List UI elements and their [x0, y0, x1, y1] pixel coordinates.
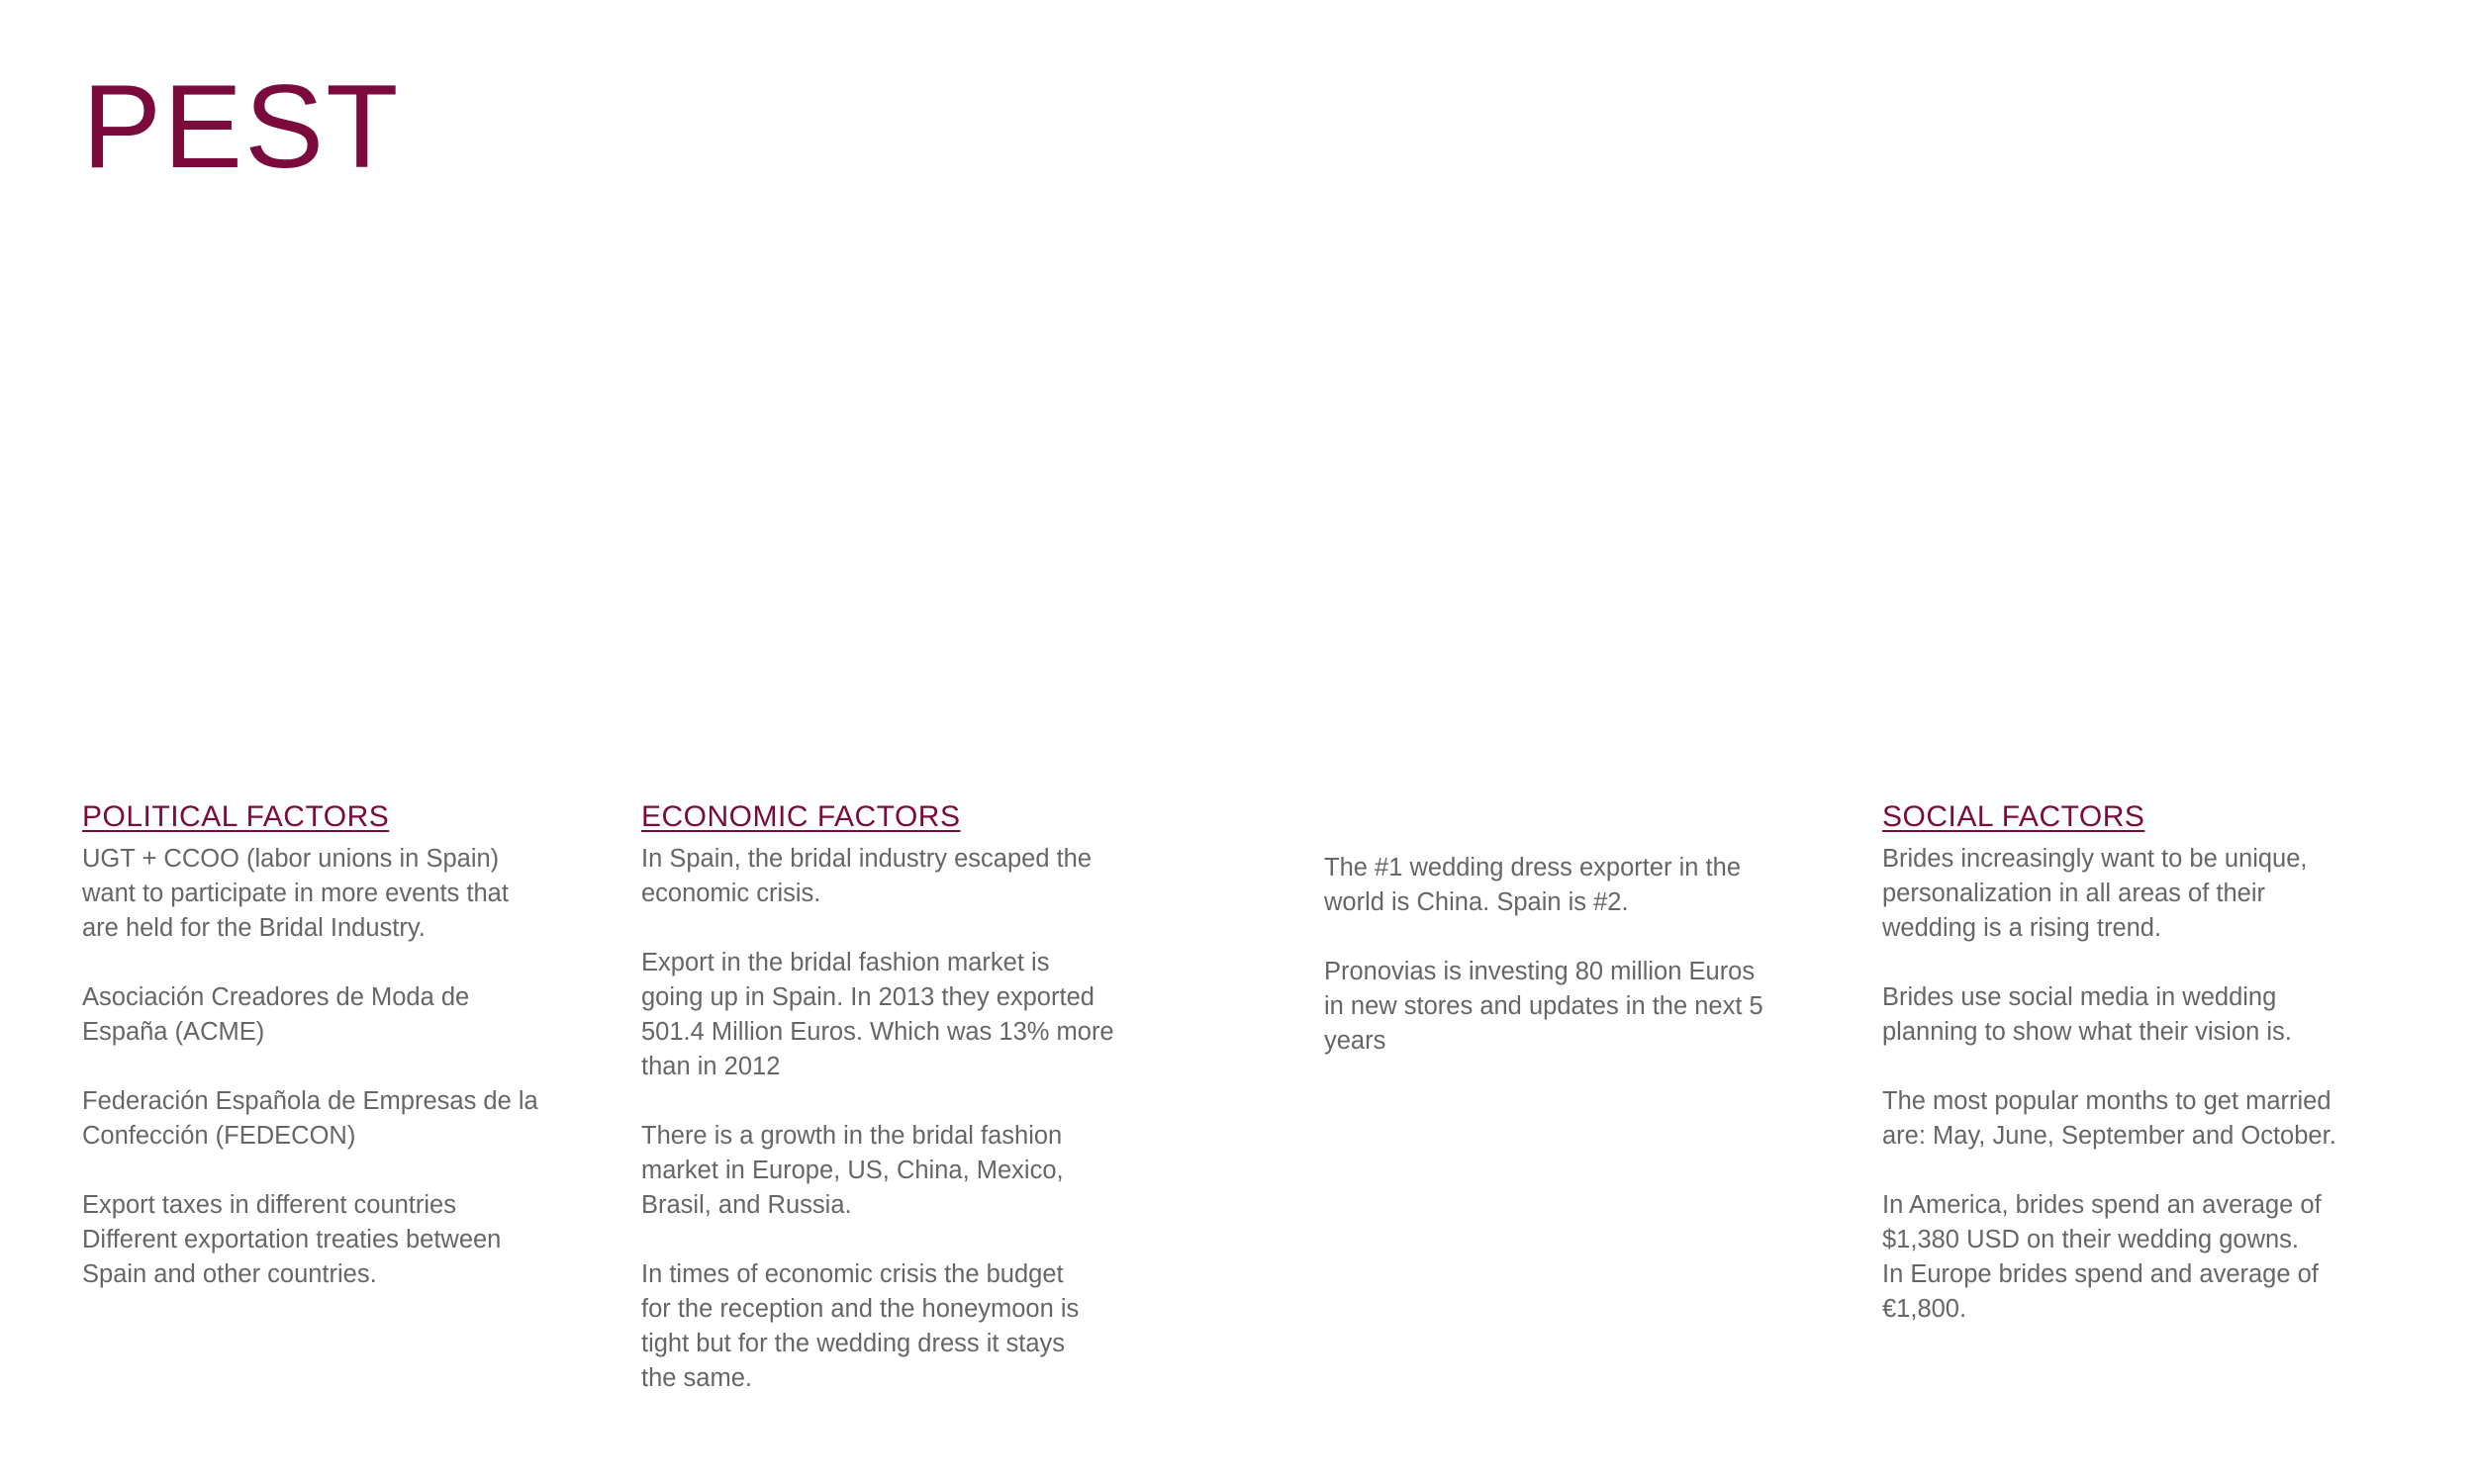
social-paragraph: The most popular months to get married are: May, June, September and October.: [1882, 1087, 2336, 1150]
political-paragraph: UGT + CCOO (labor unions in Spain) want to participate in more events that are held for the Bridal Industry.: [82, 845, 509, 942]
political-paragraph: Export taxes in different countries Different exportation treaties between Spain and other countries.: [82, 1191, 502, 1288]
economic-paragraph: Export in the bridal fashion market is going up in Spain. In 2013 they exported 501.4 Million Euros. Which was 13% more than in 2012: [641, 949, 1114, 1080]
economic-paragraph: There is a growth in the bridal fashion market in Europe, US, China, Mexico, Brasil, and Russia.: [641, 1122, 1064, 1219]
economic-factors-continued-text: [1324, 851, 1839, 1059]
economic-continued-paragraph: The #1 wedding dress exporter in the world is China. Spain is #2.: [1324, 854, 1741, 916]
economic-paragraph: In times of economic crisis the budget for the reception and the honeymoon is tight but for the wedding dress it stays the same.: [641, 1260, 1080, 1392]
social-paragraph: In America, brides spend an average of $1,380 USD on their wedding gowns. In Europe brides spend and average of €1,800.: [1882, 1191, 2322, 1323]
economic-factors-text: [641, 842, 1156, 1396]
social-factors-heading[interactable]: SOCIAL FACTORS: [1882, 800, 2145, 833]
social-paragraph: Brides increasingly want to be unique, personalization in all areas of their wedding is a rising trend.: [1882, 845, 2308, 942]
political-factors-column: [82, 797, 597, 1327]
social-factors-column: [1882, 797, 2397, 1361]
economic-factors-heading[interactable]: ECONOMIC FACTORS: [641, 800, 961, 833]
economic-paragraph: In Spain, the bridal industry escaped the economic crisis.: [641, 845, 1093, 907]
political-paragraph: Federación Española de Empresas de la Confección (FEDECON): [82, 1087, 538, 1150]
economic-factors-column: [641, 797, 1156, 1431]
economic-factors-continued-column: [1324, 851, 1839, 1093]
political-paragraph: Asociación Creadores de Moda de España (ACME): [82, 983, 470, 1046]
political-factors-heading[interactable]: POLITICAL FACTORS: [82, 800, 390, 833]
social-factors-text: [1882, 842, 2397, 1327]
social-paragraph: Brides use social media in wedding planning to show what their vision is.: [1882, 983, 2292, 1046]
economic-continued-paragraph: Pronovias is investing 80 million Euros in new stores and updates in the next 5 years: [1324, 958, 1763, 1055]
page-title: PEST: [82, 60, 401, 193]
political-factors-text: [82, 842, 597, 1292]
